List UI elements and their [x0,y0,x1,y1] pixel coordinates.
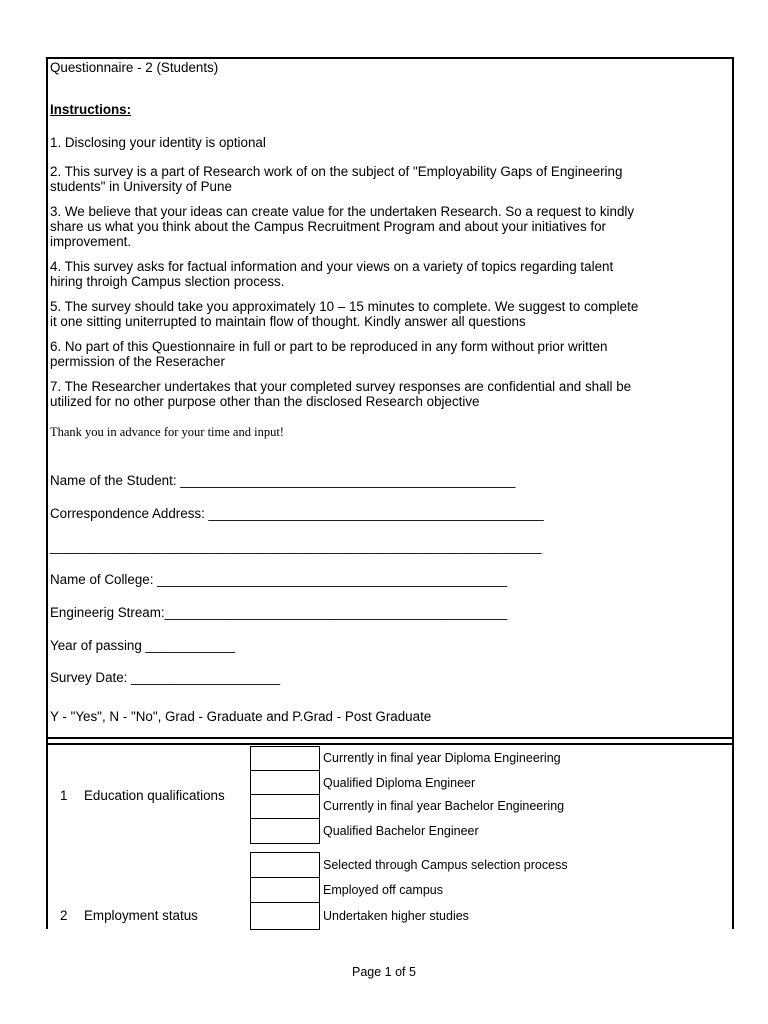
thanks-note: Thank you in advance for your time and input! [50,425,284,439]
section-divider [46,743,734,745]
year-of-passing-field[interactable]: Year of passing ____________ [50,638,235,653]
option-label: Selected through Campus selection process [323,858,568,872]
option-label: Qualified Bachelor Engineer [323,824,479,838]
page-number: Page 1 of 5 [352,965,416,979]
stream-field[interactable]: Engineerig Stream:______________________________________________ [50,605,508,620]
option-label: Undertaken higher studies [323,909,469,923]
section-divider [46,737,734,739]
instructions-heading: Instructions: [50,102,132,117]
checkbox-higher-studies[interactable] [250,902,320,930]
checkbox-final-year-diploma[interactable] [250,746,320,771]
question-label: Employment status [84,908,198,923]
college-field[interactable]: Name of College: _______________________________________________ [50,572,508,587]
option-label: Employed off campus [323,883,443,897]
option-label: Currently in final year Bachelor Engineering [323,799,565,813]
checkbox-final-year-bachelor[interactable] [250,794,320,819]
checkbox-qualified-bachelor[interactable] [250,818,320,844]
question-label: Education qualifications [84,788,225,803]
checkbox-qualified-diploma[interactable] [250,770,320,795]
question-number: 2 [60,908,68,923]
checkbox-campus-selection[interactable] [250,852,320,878]
legend-note: Y - "Yes", N - "No", Grad - Graduate and P.Grad - Post Graduate [50,709,432,724]
address-line2-field[interactable]: __________________________________________________________________ [50,539,542,554]
option-label: Currently in final year Diploma Engineering [323,751,561,765]
survey-date-field[interactable]: Survey Date: ____________________ [50,670,281,685]
student-name-field[interactable]: Name of the Student: _____________________________________________ [50,473,516,488]
document-title: Questionnaire - 2 (Students) [50,60,219,75]
address-field[interactable]: Correspondence Address: _____________________________________________ [50,506,544,521]
checkbox-employed-off-campus[interactable] [250,877,320,903]
option-label: Qualified Diploma Engineer [323,776,476,790]
question-number: 1 [60,788,68,803]
